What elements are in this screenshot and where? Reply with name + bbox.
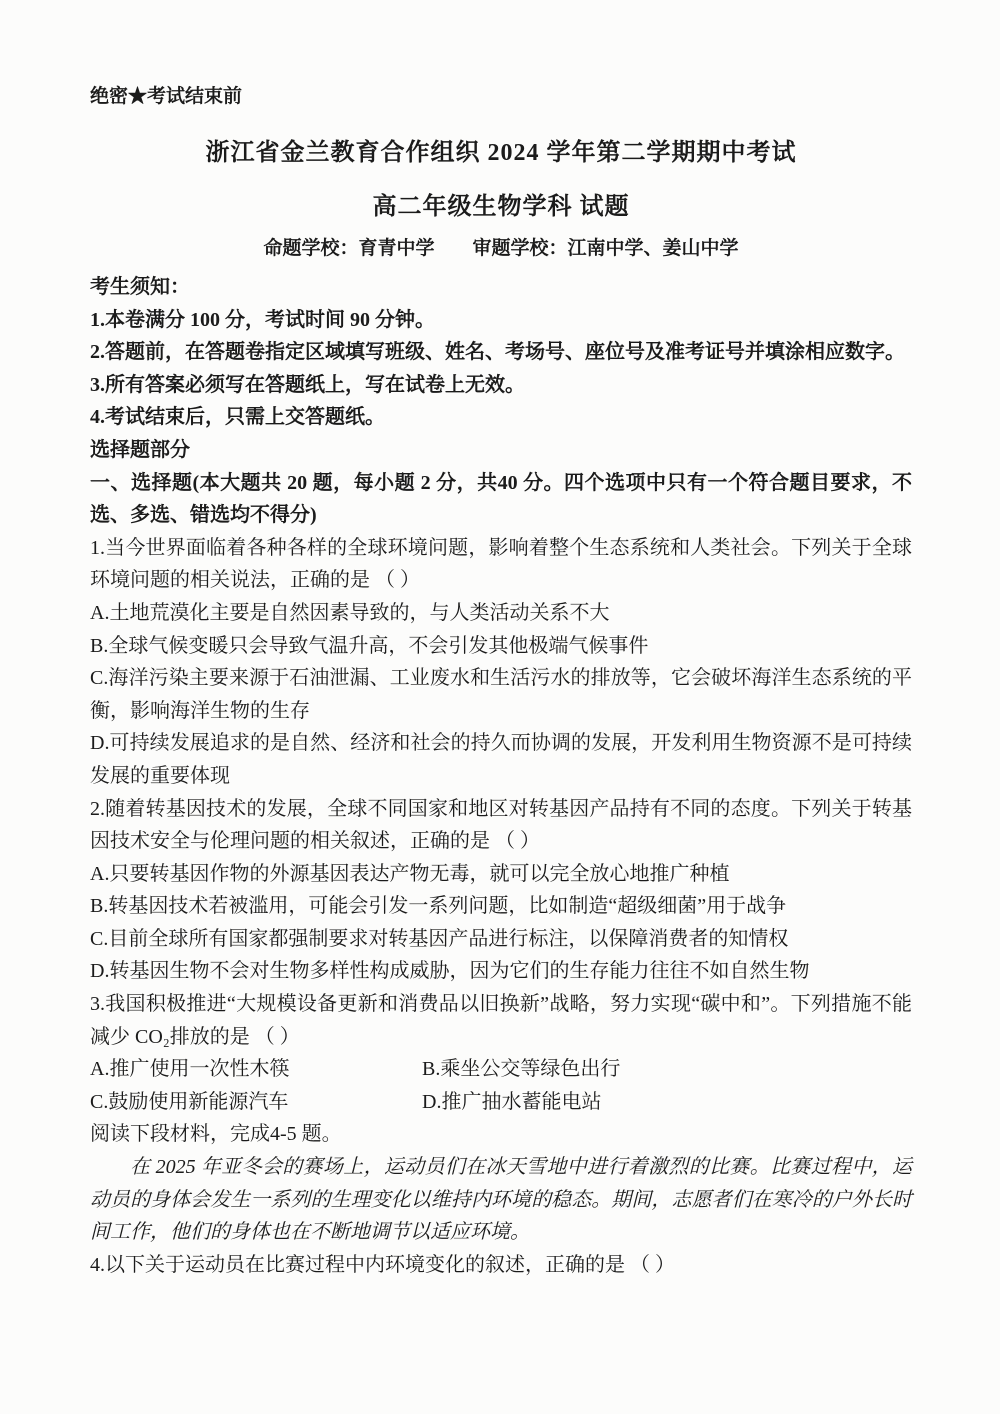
reviewer-school: 审题学校：江南中学、姜山中学 [472,238,739,259]
reading-intro: 阅读下段材料，完成4-5 题。 [90,1123,342,1146]
question-3-stem: 3.我国积极推进“大规模设备更新和消费品以旧换新”战略，努力实现“碳中和”。下列措施不能减少 CO₂排放的是 （ ） [90,993,912,1048]
question-3-option-b: B.乘坐公交等绿色出行 [422,1058,621,1081]
question-3-option-c: C.鼓励使用新能源汽车 [90,1090,289,1113]
question-1-option-d: D.可持续发展追求的是自然、经济和社会的持久而协调的发展，开发利用生物资源不是可持续发展的重要体现 [90,732,912,787]
notice-heading: 考生须知： [90,276,190,298]
question-1-option-a: A.土地荒漠化主要是自然因素导致的，与人类活动关系不大 [90,601,610,624]
question-2-option-a: A.只要转基因作物的外源基因表达产物无毒，就可以完全放心地推广种植 [90,862,730,885]
setter-school: 命题学校：育青中学 [263,238,435,259]
exam-subtitle: 高二年级生物学科 试题 [372,194,630,220]
exam-title: 浙江省金兰教育合作组织 2024 学年第二学期期中考试 [205,140,797,166]
section-instructions: 一、选择题(本大题共 20 题，每小题 2 分，共40 分。四个选项中只有一个符合题目要求，不选、多选、错选均不得分) [90,471,912,527]
question-3-option-a: A.推广使用一次性木筷 [90,1058,290,1081]
question-1-option-c: C.海洋污染主要来源于石油泄漏、工业废水和生活污水的排放等，它会破坏海洋生态系统的平衡，影响海洋生物的生存 [90,667,912,722]
question-2-option-c: C.目前全球所有国家都强制要求对转基因产品进行标注，以保障消费者的知情权 [90,927,789,950]
question-4-stem: 4.以下关于运动员在比赛过程中内环境变化的叙述，正确的是 （ ） [90,1253,675,1276]
question-2-option-d: D.转基因生物不会对生物多样性构成威胁，因为它们的生存能力往往不如自然生物 [90,960,810,983]
question-1-stem: 1.当今世界面临着各种各样的全球环境问题，影响着整个生态系统和人类社会。下列关于全球环境问题的相关说法，正确的是 （ ） [90,536,912,592]
question-2-stem: 2.随着转基因技术的发展，全球不同国家和地区对转基因产品持有不同的态度。下列关于转基因技术安全与伦理问题的相关叙述，正确的是 （ ） [90,797,912,853]
question-3-options-row-1 [90,1053,912,1086]
section-part-heading: 选择题部分 [90,438,190,461]
notice-item-2: 2.答题前，在答题卷指定区域填写班级、姓名、考场号、座位号及准考证号并填涂相应数字。 [90,341,905,364]
question-2-option-b: B.转基因技术若被滥用，可能会引发一系列问题，比如制造“超级细菌”用于战争 [90,895,787,918]
question-3-options-row-2 [90,1086,912,1119]
schools-line [90,235,912,263]
reading-material: 在 2025 年亚冬会的赛场上，运动员们在冰天雪地中进行着激烈的比赛。比赛过程中，运动员的身体会发生一系列的生理变化以维持内环境的稳态。期间，志愿者们在寒冷的户外长时间工作，他们的身体也在不断地调节以适应环境。 [90,1156,912,1244]
notice-item-1: 1.本卷满分 100 分，考试时间 90 分钟。 [90,308,435,331]
question-1-option-b: B.全球气候变暖只会导致气温升高，不会引发其他极端气候事件 [90,634,649,657]
notice-item-4: 4.考试结束后，只需上交答题纸。 [90,406,385,429]
notice-item-3: 3.所有答案必须写在答题纸上，写在试卷上无效。 [90,373,525,396]
question-3-option-d: D.推广抽水蓄能电站 [422,1090,602,1113]
classification-banner: 绝密★考试结束前 [90,86,243,107]
